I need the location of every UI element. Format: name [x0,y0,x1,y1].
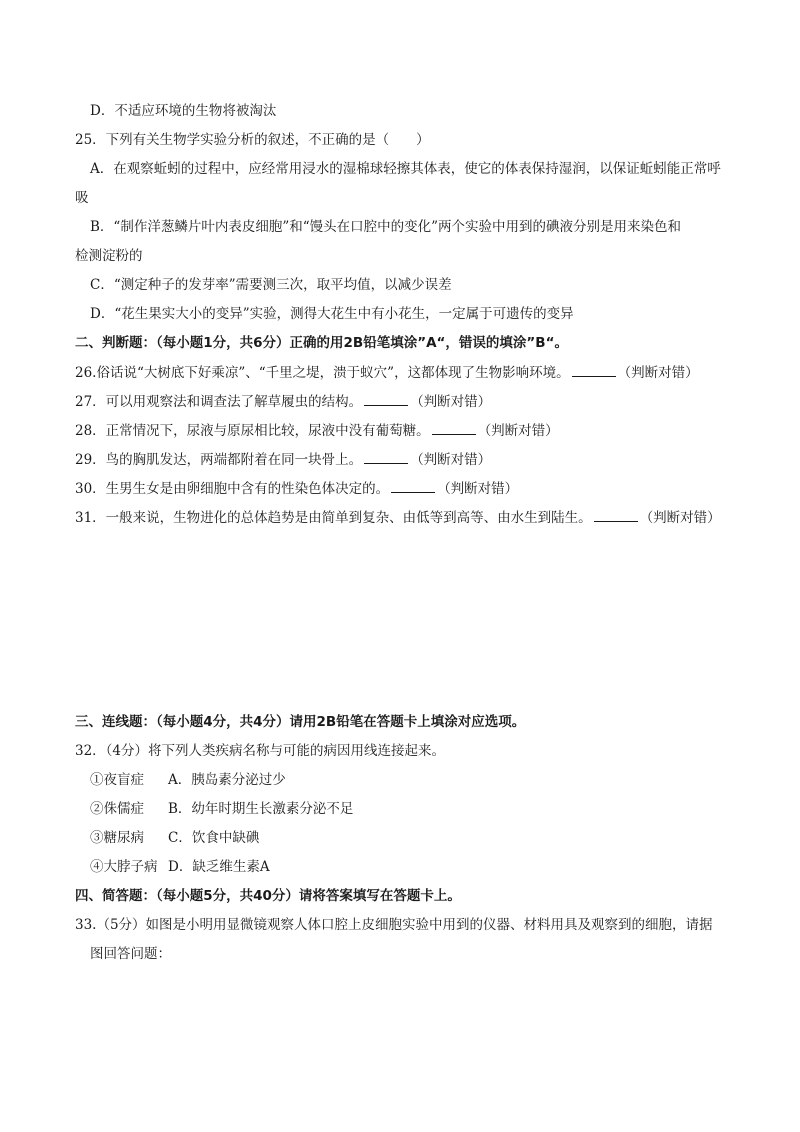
q32-cause-a: A．胰岛素分泌过少 [168,772,286,788]
q26 [75,362,699,383]
q32-cause-c: C．饮食中缺碘 [168,830,260,846]
q25-option-a: A．在观察蚯蚓的过程中，应经常用浸水的湿棉球轻擦其体表，使它的体表保持湿润，以保证蚯蚓能正常呼 [90,161,721,177]
q31-text: 31．一般来说，生物进化的总体趋势是由简单到复杂、由低等到高等、由水生到陆生。 [75,510,592,526]
q24-option-d: D．不适应环境的生物将被淘汰 [90,103,277,119]
q30-suffix: （判断对错） [437,481,519,497]
q26-suffix: （判断对错） [617,365,699,381]
q28-answer-blank[interactable] [432,420,476,435]
q32-pair-4 [90,857,270,877]
q25-stem: 25．下列有关生物学实验分析的叙述，不正确的是（ ） [75,132,430,148]
q27-suffix: （判断对错） [410,394,492,410]
q31-suffix: （判断对错） [639,510,721,526]
q28-suffix: （判断对错） [477,423,559,439]
q26-answer-blank[interactable] [572,362,616,377]
q31-answer-blank[interactable] [594,507,638,522]
q25-option-a-cont: 吸 [75,190,89,206]
q28-text: 28．正常情况下，尿液与原尿相比较，尿液中没有葡萄糖。 [75,423,430,439]
q27 [75,391,491,412]
q32-pair-1 [90,770,286,790]
q29-suffix: （判断对错） [410,452,492,468]
q26-text: 26.俗话说“大树底下好乘凉”、“千里之堤，溃于蚁穴”，这都体现了生物影响环境。 [75,365,570,381]
q25-option-b-cont: 检测淀粉的 [75,248,143,264]
q32-disease-3: ③糖尿病 [90,830,144,846]
q32-cause-b: B．幼年时期生长激素分泌不足 [168,801,354,817]
q25-option-b: B．“制作洋葱鳞片叶内表皮细胞”和“馒头在口腔中的变化”两个实验中用到的碘液分别是用来染色和 [90,219,682,235]
q32-disease-4: ④大脖子病 [90,859,158,875]
q29 [75,449,491,470]
q33-stem: 33.（5分）如图是小明用显微镜观察人体口腔上皮细胞实验中用到的仪器、材料用具及观察到的细胞，请据 [75,917,713,933]
section-2-heading: 二、判断题：（每小题1分，共6分）正确的用2B铅笔填涂”A“，错误的填涂”B“。 [75,335,568,351]
q28 [75,420,559,441]
q29-answer-blank[interactable] [364,449,408,464]
q29-text: 29．鸟的胸肌发达，两端都附着在同一块骨上。 [75,452,363,468]
q30-answer-blank[interactable] [391,478,435,493]
q32-stem: 32．（4分）将下列人类疾病名称与可能的病因用线连接起来。 [75,743,446,759]
section-3-heading: 三、连线题：（每小题4分，共4分）请用2B铅笔在答题卡上填涂对应选项。 [75,714,526,730]
section-4-heading: 四、简答题：（每小题5分，共40分）请将答案填写在答题卡上。 [75,888,461,904]
q30 [75,478,518,499]
q32-disease-1: ①夜盲症 [90,772,144,788]
q33-stem-cont: 图回答问题： [90,946,171,962]
q30-text: 30．生男生女是由卵细胞中含有的性染色体决定的。 [75,481,390,497]
q25-option-d: D．“花生果实大小的变异”实验，测得大花生中有小花生，一定属于可遗传的变异 [90,306,574,322]
q25-option-c: C．“测定种子的发芽率”需要测三次，取平均值，以减少误差 [90,277,452,293]
q32-cause-d: D．缺乏维生素A [168,859,270,875]
q32-disease-2: ②侏儒症 [90,801,144,817]
q32-pair-3 [90,828,259,848]
q32-pair-2 [90,799,353,819]
q27-answer-blank[interactable] [364,391,408,406]
q31 [75,507,721,528]
q27-text: 27．可以用观察法和调查法了解草履虫的结构。 [75,394,363,410]
